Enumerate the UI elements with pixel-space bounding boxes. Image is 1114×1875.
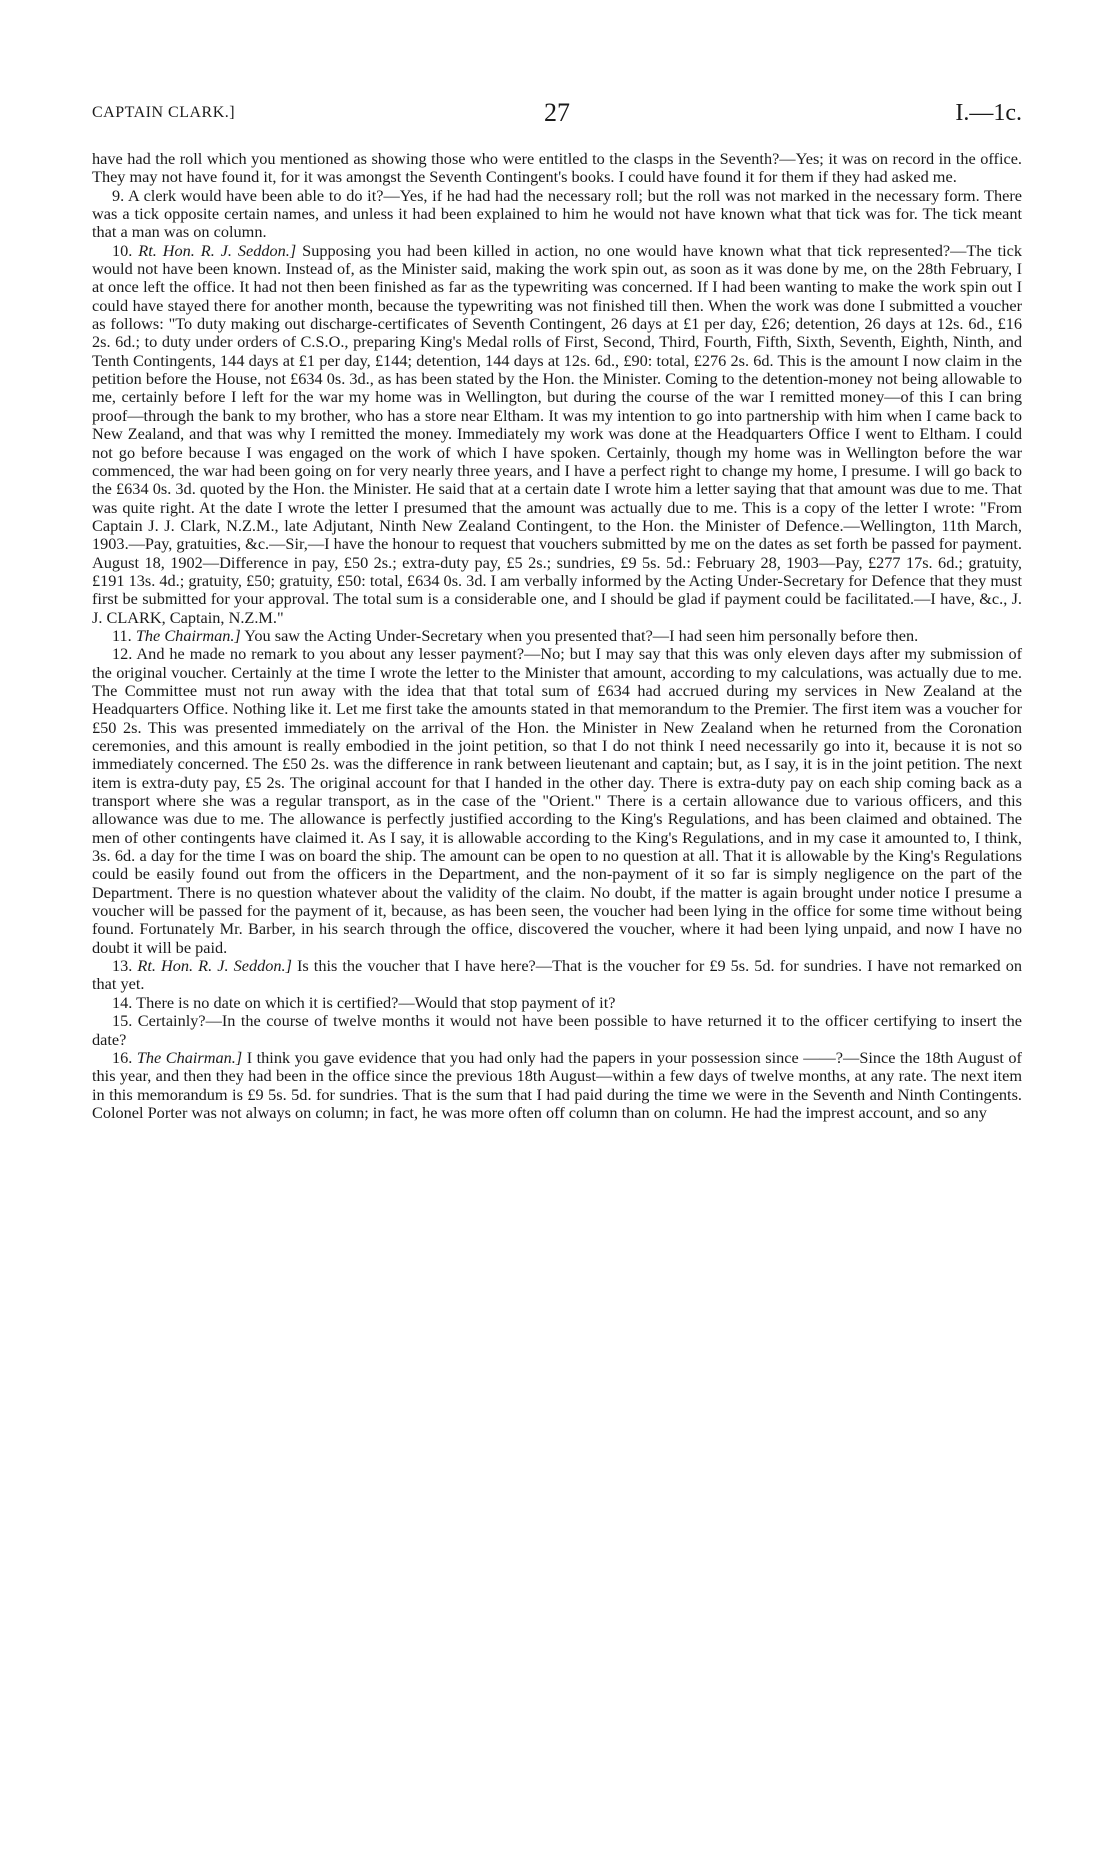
speaker-label: Rt. Hon. R. J. Seddon.] — [137, 956, 292, 976]
document-page — [92, 96, 1022, 1122]
running-head-right: I.—1c. — [955, 100, 1022, 126]
paragraph-text: You saw the Acting Under-Secretary when you presented that?—I had seen him personally before then. — [244, 625, 919, 645]
paragraph-15 — [92, 1012, 1022, 1049]
running-head — [92, 96, 1022, 136]
paragraph-number: 12. — [112, 644, 133, 664]
paragraph-text: A clerk would have been able to do it?—Yes, if he had had the necessary roll; but the roll was not marked in the necessary form. There was a tick opposite certain names, and unless it had been explained to him he would not have known what that tick was for. The tick meant that a man was on column. — [92, 185, 1023, 242]
paragraph-number: 11. — [112, 625, 132, 645]
paragraph-number: 16. — [112, 1047, 133, 1067]
paragraph-0 — [92, 150, 1022, 187]
body-text — [92, 150, 1022, 1122]
paragraph-text: have had the roll which you mentioned as showing those who were entitled to the clasps in the Seventh?—Yes; it was on record in the office. They may not have found it, for it was amongst the Seventh Contingent's books. I could have found it for them if they had asked me. — [92, 149, 1022, 187]
paragraph-text: Supposing you had been killed in action, no one would have known what that tick represented?—The tick would not have been known. Instead of, as the Minister said, making the work spin out, as soon as it was done by me, on the 28th February, I at once left the office. It had not then been finished as far as the typewriting was concerned. If I had been wanting to make the work spin out I could have stayed there for another month, because the typewriting was not finished till then. When the work was done I submitted a voucher as follows: "To duty making out discharge-certificates of Seventh Contingent, 26 days at £1 per day, £26; detention, 26 days at 12s. 6d., £16 2s. 6d.; to duty under orders of C.S.O., preparing King's Medal rolls of First, Second, Third, Fourth, Fifth, Sixth, Seventh, Eighth, Ninth, and Tenth Contingents, 144 days at £1 per day, £144; detention, 144 days at 12s. 6d., £90: total, £276 2s. 6d. This is the amount I now claim in the petition before the House, not £634 0s. 3d., as has been stated by the Hon. the Minister. Coming to the detention-money not being allowable to me, certainly before I left for the war my home was in Wellington, but during the course of the war I remitted money—of this I can bring proof—through the bank to my brother, who has a store near Eltham. It was my intention to go into partnership with him when I came back to New Zealand, and that was why I remitted the money. Immediately my work was done at the Headquarters Office I went to Eltham. I could not go before because I was engaged on the work of which I have spoken. Certainly, though my home was in Wellington before the war commenced, the war had been going on for very nearly three years, and I have a perfect right to change my home, I presume. I will go back to the £634 0s. 3d. quoted by the Hon. the Minister. He said that at a certain date I wrote him a letter saying that that amount was due to me. That was quite right. At the date I wrote the letter I presumed that the amount was actually due to me. This is a copy of the letter I wrote: "From Captain J. J. Clark, N.Z.M., late Adjutant, Ninth New Zealand Contingent, to the Hon. the Minister of Defence.—Wellington, 11th March, 1903.—Pay, gratuities, &c.—Sir,—I have the honour to request that vouchers submitted by me on the dates as set forth be passed for payment. August 18, 1902—Difference in pay, £50 2s.; extra-duty pay, £5 2s.; sundries, £9 5s. 5d.: February 28, 1903—Pay, £277 17s. 6d.; gratuity, £191 13s. 4d.; gratuity, £50; gratuity, £50: total, £634 0s. 3d. I am verbally informed by the Acting Under-Secretary for Defence that they must first be submitted for your approval. The total sum is a considerable one, and I should be glad if payment could be facilitated.—I have, &c., J. J. CLARK, Captain, N.Z.M." — [92, 240, 1022, 627]
paragraph-text: And he made no remark to you about any lesser payment?—No; but I may say that this was only eleven days after my submission of the original voucher. Certainly at the time I wrote the letter to the Minister that amount, according to my calculations, was actually due to me. The Committee must not run away with the idea that that total sum of £634 had accrued during my services in New Zealand at the Headquarters Office. Nothing like it. Let me first take the amounts stated in that memorandum to the Premier. The first item was a voucher for £50 2s. This was presented immediately on the arrival of the Hon. the Minister in New Zealand when he returned from the Coronation ceremonies, and this amount is really embodied in the joint petition, so that I do not think I need necessarily go into it, because it is not so immediately concerned. The £50 2s. was the difference in rank between lieutenant and captain; but, as I say, it is in the joint petition. The next item is extra-duty pay, £5 2s. The original account for that I handed in the other day. There is extra-duty pay on each ship coming back as a transport where she was a regular transport, as in the case of the "Orient." There is a certain allowance due to various officers, and this allowance was due to me. The allowance is perfectly justified according to the King's Regulations, and has been claimed and obtained. The men of other contingents have claimed it. As I say, it is allowable according to the King's Regulations, and in my case it amounted to, I think, 3s. 6d. a day for the time I was on board the ship. The amount can be open to no question at all. That it is allowable by the King's Regulations could be easily found out from the officers in the Department, and the non-payment of it so far is simply negligence on the part of the Department. There is no question whatever about the validity of the claim. No doubt, if the matter is again brought under notice I presume a voucher will be passed for the payment of it, because, as has been seen, the voucher had been lying in the office for some time without being found. Fortunately Mr. Barber, in his search through the office, discovered the voucher, where it had been lying unpaid, and now I have no doubt it will be paid. — [92, 644, 1023, 957]
paragraph-10 — [92, 242, 1022, 627]
paragraph-text: There is no date on which it is certified?—Would that stop payment of it? — [136, 992, 616, 1012]
paragraph-12 — [92, 645, 1022, 957]
speaker-label: The Chairman.] — [136, 1047, 243, 1067]
paragraph-number: 14. — [112, 992, 133, 1012]
paragraph-16 — [92, 1049, 1022, 1122]
paragraph-number: 10. — [112, 240, 133, 260]
paragraph-number: 13. — [112, 956, 133, 976]
running-head-left: CAPTAIN CLARK.] — [92, 104, 236, 121]
paragraph-11 — [92, 627, 1022, 645]
page-number: 27 — [544, 98, 570, 127]
paragraph-9 — [92, 187, 1022, 242]
paragraph-13 — [92, 957, 1022, 994]
paragraph-text: Is this the voucher that I have here?—That is the voucher for £9 5s. 5d. for sundries. I have not remarked on that yet. — [92, 956, 1023, 994]
paragraph-number: 9. — [112, 185, 125, 205]
paragraph-text: Certainly?—In the course of twelve months it would not have been possible to have returned it to the officer certifying to insert the date? — [92, 1011, 1022, 1049]
speaker-label: Rt. Hon. R. J. Seddon.] — [138, 240, 297, 260]
paragraph-14 — [92, 994, 1022, 1012]
speaker-label: The Chairman.] — [135, 625, 241, 645]
paragraph-number: 15. — [112, 1011, 133, 1031]
paragraph-text: I think you gave evidence that you had only had the papers in your possession since ——?—Since the 18th August of this year, and then they had been in the office since the previous 18th August—within a few days of twelve months, at any rate. The next item in this memorandum is £9 5s. 5d. for sundries. That is the sum that I had paid during the time we were in the Seventh and Ninth Contingents. Colonel Porter was not always on column; in fact, he was more often off column than on column. He had the imprest account, and so any — [92, 1047, 1022, 1122]
